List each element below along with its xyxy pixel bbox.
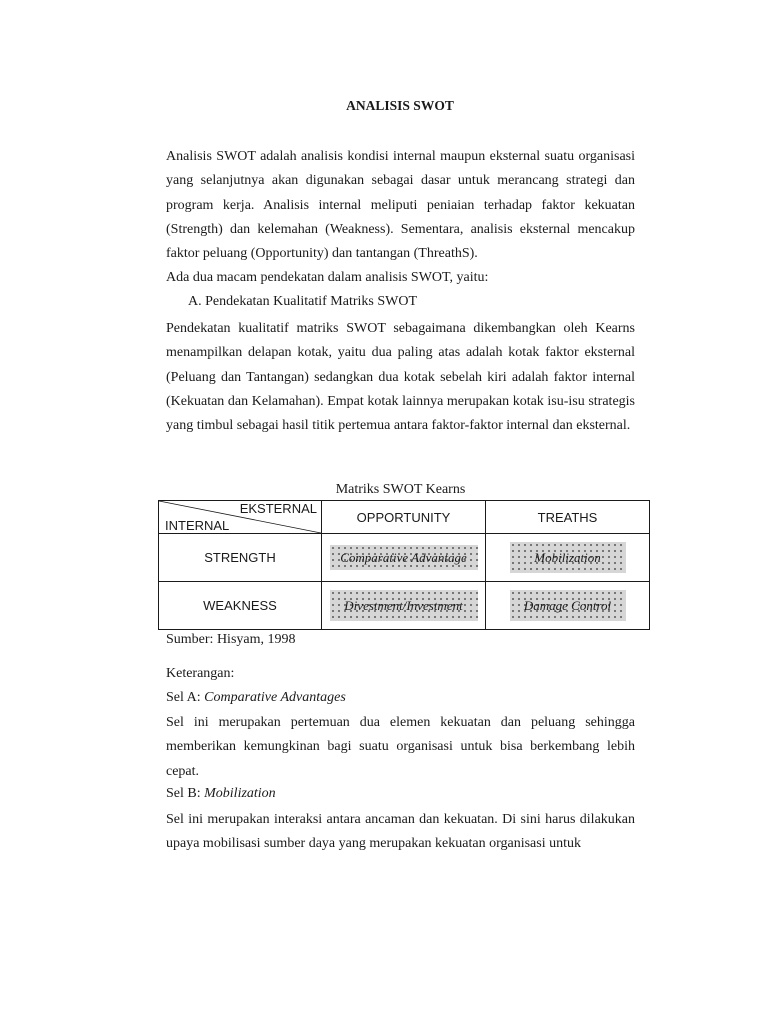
kearns-paragraph: Pendekatan kualitatif matriks SWOT sebagaimana dikembangkan oleh Kearns menampilkan delapan kotak, yaitu dua paling atas adalah kotak faktor eksternal (Peluang dan Tantangan) sedangkan dua kotak sebelah kiri adalah faktor internal (Kekuatan dan Kelamahan). Empat kotak lainnya merupakan kotak isu-isu strategis yang timbul sebagai hasil titik pertemua antara faktor-faktor internal dan eksternal.: [166, 321, 635, 434]
sel-b-paragraph: Sel ini merupakan interaksi antara ancaman dan kekuatan. Di sini harus dilakukan upaya mobilisasi sumber daya yang merupakan kekuatan organisasi untuk: [166, 812, 635, 852]
keterangan-heading: Keterangan:: [166, 666, 235, 681]
cell-strength-opportunity: [322, 534, 486, 582]
cell-mobilization: Mobilization: [510, 542, 626, 573]
matrix-corner-cell: [159, 501, 322, 534]
intro-paragraph: Analisis SWOT adalah analisis kondisi internal maupun eksternal suatu organisasi yang selanjutnya akan digunakan sebagai dasar untuk merancang strategi dan program kerja. Analisis internal meliputi peniaian terhadap faktor kekuatan (Strength) dan kelemahan (Weakness). Sementara, analisis eksternal mencakup faktor peluang (Opportunity) dan tantangan (ThreathS).: [166, 149, 635, 262]
sel-a-heading: [166, 690, 346, 706]
cell-damage-control: Damage Control: [510, 590, 626, 621]
sel-a-prefix: Sel A:: [166, 690, 205, 705]
cell-weakness-opportunity: [322, 582, 486, 630]
sel-b-heading: [166, 786, 276, 802]
header-threats: TREATHS: [486, 501, 650, 534]
sel-b-name: Mobilization: [204, 786, 276, 801]
swot-matrix-table: [158, 500, 650, 630]
cell-strength-threats: [486, 534, 650, 582]
document-title: ANALISIS SWOT: [346, 98, 454, 113]
cell-comparative-advantage: Comparative Advantage: [330, 545, 478, 570]
matrix-caption: Matriks SWOT Kearns: [335, 482, 466, 497]
corner-internal-label: INTERNAL: [165, 518, 230, 533]
sel-a-paragraph: Sel ini merupakan pertemuan dua elemen kekuatan dan peluang sehingga memberikan kemungkinan bagi suatu organisasi untuk bisa berkembang lebih cepat.: [166, 715, 635, 779]
row-header-weakness: WEAKNESS: [159, 582, 322, 630]
row-header-strength: STRENGTH: [159, 534, 322, 582]
sel-a-name: Comparative Advantages: [204, 690, 346, 705]
cell-divestment-investment: Divestment/Investment: [330, 590, 478, 621]
approaches-intro: Ada dua macam pendekatan dalam analisis SWOT, yaitu:: [166, 270, 489, 285]
approach-a-heading: A. Pendekatan Kualitatif Matriks SWOT: [188, 294, 418, 309]
cell-weakness-threats: [486, 582, 650, 630]
sel-b-prefix: Sel B:: [166, 786, 205, 801]
header-opportunity: OPPORTUNITY: [322, 501, 486, 534]
corner-external-label: EKSTERNAL: [239, 501, 317, 516]
source-note: Sumber: Hisyam, 1998: [166, 632, 296, 647]
